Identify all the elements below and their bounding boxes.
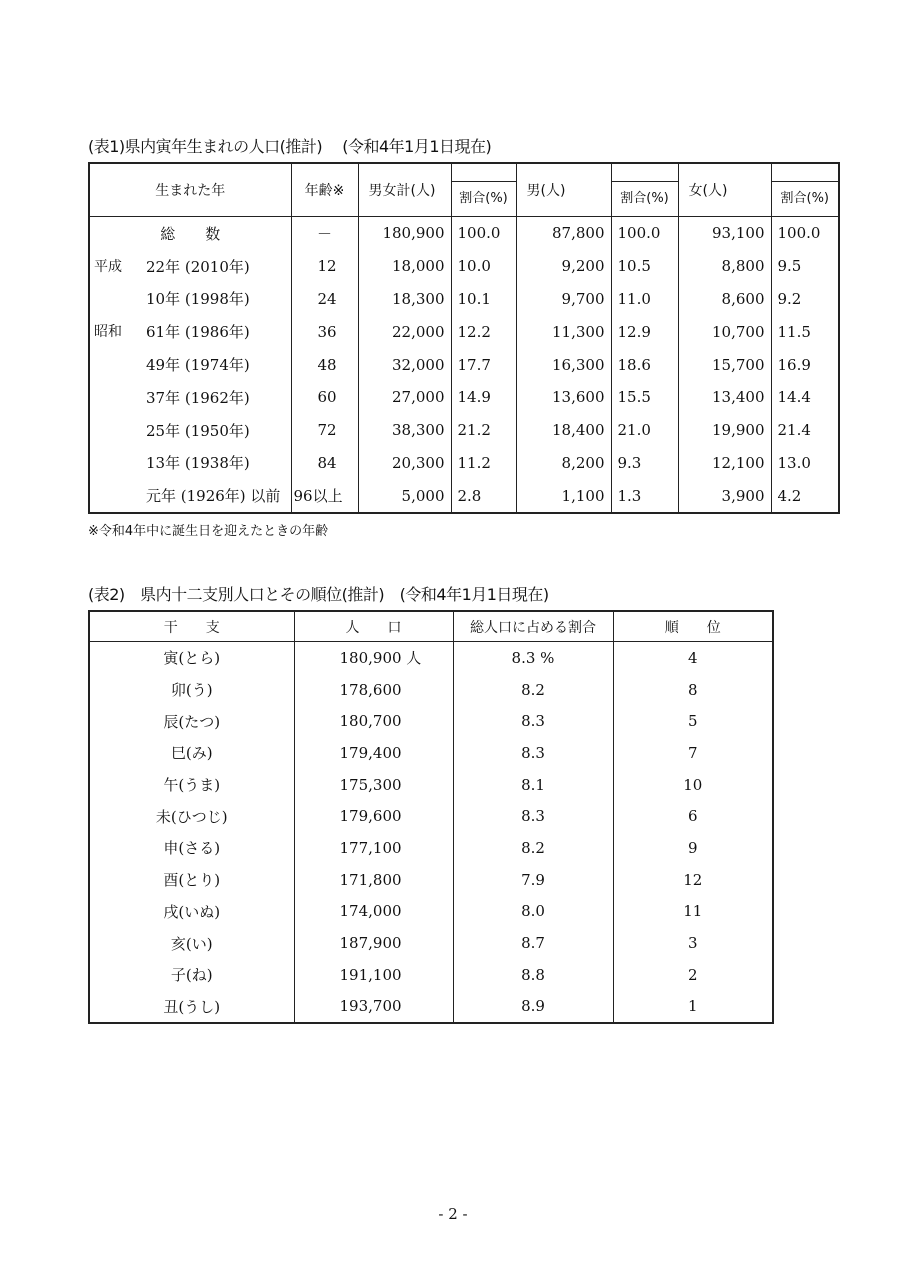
- total-pct-cell: 12.2: [451, 315, 516, 348]
- total-cell: 27,000: [358, 381, 451, 414]
- total-pct-cell: 10.1: [451, 283, 516, 316]
- total-pct-cell: 17.7: [451, 348, 516, 381]
- male-pct-cell: 1.3: [611, 479, 678, 513]
- era-label: 平成: [94, 258, 122, 275]
- male-pct-cell: 21.0: [611, 414, 678, 447]
- year-label: 25年 (1950年): [146, 421, 250, 440]
- share-cell: 8.3: [453, 705, 613, 737]
- male-cell: 9,200: [516, 250, 611, 283]
- age-cell: 12: [291, 250, 358, 283]
- age-cell: －: [291, 217, 358, 250]
- table-row: [89, 250, 839, 283]
- birth-year-cell: [89, 315, 291, 348]
- population-cell: 178,600: [294, 674, 453, 706]
- share-cell: 8.9: [453, 991, 613, 1024]
- share-cell: 8.1: [453, 769, 613, 801]
- table-row: [89, 381, 839, 414]
- female-cell: 3,900: [678, 479, 771, 513]
- share-cell: 8.2: [453, 674, 613, 706]
- rank-cell: 8: [613, 674, 773, 706]
- rank-cell: 11: [613, 896, 773, 928]
- rank-cell: 5: [613, 705, 773, 737]
- female-pct-cell: 100.0: [771, 217, 839, 250]
- table-row: [89, 283, 839, 316]
- rank-cell: 6: [613, 800, 773, 832]
- population-cell: 174,000: [294, 896, 453, 928]
- birth-year-cell: [89, 283, 291, 316]
- total-cell: 18,300: [358, 283, 451, 316]
- female-pct-cell: 9.2: [771, 283, 839, 316]
- table2-title: (表2) 県内十二支別人口とその順位(推計) (令和4年1月1日現在): [88, 585, 549, 604]
- age-footnote: ※令和4年中に誕生日を迎えたときの年齢: [88, 524, 329, 539]
- age-cell: 48: [291, 348, 358, 381]
- year-label: 49年 (1974年): [146, 356, 250, 375]
- table-header-row: [89, 163, 839, 217]
- rank-cell: 1: [613, 991, 773, 1024]
- total-pct-cell: 21.2: [451, 414, 516, 447]
- female-cell: 8,800: [678, 250, 771, 283]
- population-cell: 177,100: [294, 832, 453, 864]
- birth-year-cell: [89, 447, 291, 480]
- table-row: [89, 769, 773, 801]
- header-zodiac: 干 支: [89, 611, 294, 642]
- zodiac-cell: 辰(たつ): [89, 705, 294, 737]
- share-cell: 8.7: [453, 927, 613, 959]
- total-pct-cell: 2.8: [451, 479, 516, 513]
- table-row: [89, 315, 839, 348]
- zodiac-cell: 未(ひつじ): [89, 800, 294, 832]
- population-cell: 180,900 人: [294, 642, 453, 674]
- birth-year-cell: [89, 479, 291, 513]
- total-cell: 32,000: [358, 348, 451, 381]
- header-rank: 順 位: [613, 611, 773, 642]
- male-pct-cell: 100.0: [611, 217, 678, 250]
- zodiac-cell: 丑(うし): [89, 991, 294, 1024]
- male-cell: 9,700: [516, 283, 611, 316]
- zodiac-cell: 酉(とり): [89, 864, 294, 896]
- header-population: 人 口: [294, 611, 453, 642]
- table-row: [89, 832, 773, 864]
- age-cell: 72: [291, 414, 358, 447]
- female-cell: 12,100: [678, 447, 771, 480]
- total-pct-cell: 14.9: [451, 381, 516, 414]
- header-share: 総人口に占める割合: [453, 611, 613, 642]
- year-label: 61年 (1986年): [146, 323, 250, 342]
- table-row: [89, 479, 839, 513]
- rank-cell: 9: [613, 832, 773, 864]
- zodiac-cell: 子(ね): [89, 959, 294, 991]
- zodiac-cell: 巳(み): [89, 737, 294, 769]
- male-pct-cell: 15.5: [611, 381, 678, 414]
- share-cell: 7.9: [453, 864, 613, 896]
- age-cell: 36: [291, 315, 358, 348]
- total-cell: 38,300: [358, 414, 451, 447]
- total-pct-cell: 10.0: [451, 250, 516, 283]
- total-cell: 180,900: [358, 217, 451, 250]
- female-pct-cell: 13.0: [771, 447, 839, 480]
- year-label: 37年 (1962年): [146, 388, 250, 407]
- table-row: [89, 705, 773, 737]
- total-pct-cell: 100.0: [451, 217, 516, 250]
- age-cell: 24: [291, 283, 358, 316]
- male-cell: 11,300: [516, 315, 611, 348]
- female-pct-cell: 14.4: [771, 381, 839, 414]
- header-male-pct: [611, 163, 678, 217]
- total-cell: 22,000: [358, 315, 451, 348]
- female-pct-cell: 11.5: [771, 315, 839, 348]
- year-label: 元年 (1926年) 以前: [146, 487, 281, 506]
- header-label: 割合(%): [452, 181, 516, 216]
- total-cell: 20,300: [358, 447, 451, 480]
- population-cell: 175,300: [294, 769, 453, 801]
- female-cell: 13,400: [678, 381, 771, 414]
- table-row: [89, 674, 773, 706]
- birth-year-cell: [89, 414, 291, 447]
- header-label: 割合(%): [612, 181, 678, 216]
- female-cell: 19,900: [678, 414, 771, 447]
- page-number: - 2 -: [438, 1205, 468, 1223]
- share-cell: 8.0: [453, 896, 613, 928]
- header-birth-year: 生まれた年: [89, 163, 291, 217]
- birth-year-cell: 総 数: [89, 217, 291, 250]
- rank-cell: 10: [613, 769, 773, 801]
- population-cell: 179,600: [294, 800, 453, 832]
- total-cell: 5,000: [358, 479, 451, 513]
- rank-cell: 12: [613, 864, 773, 896]
- birth-year-population-table: [88, 162, 840, 514]
- birth-year-cell: [89, 348, 291, 381]
- header-total: 男女計(人): [358, 163, 451, 217]
- header-female: 女(人): [678, 163, 771, 217]
- table-row: [89, 348, 839, 381]
- zodiac-cell: 午(うま): [89, 769, 294, 801]
- rank-cell: 4: [613, 642, 773, 674]
- zodiac-cell: 卯(う): [89, 674, 294, 706]
- population-cell: 187,900: [294, 927, 453, 959]
- table-row: [89, 414, 839, 447]
- total-cell: 18,000: [358, 250, 451, 283]
- header-male: 男(人): [516, 163, 611, 217]
- rank-cell: 3: [613, 927, 773, 959]
- share-cell: 8.8: [453, 959, 613, 991]
- era-label: 昭和: [94, 324, 122, 341]
- share-cell: 8.3: [453, 737, 613, 769]
- male-cell: 18,400: [516, 414, 611, 447]
- table-row: [89, 642, 773, 674]
- year-label: 10年 (1998年): [146, 290, 250, 309]
- male-pct-cell: 12.9: [611, 315, 678, 348]
- birth-year-cell: [89, 381, 291, 414]
- female-cell: 15,700: [678, 348, 771, 381]
- zodiac-population-table: [88, 610, 774, 1024]
- male-pct-cell: 11.0: [611, 283, 678, 316]
- female-pct-cell: 16.9: [771, 348, 839, 381]
- year-label: 13年 (1938年): [146, 454, 250, 473]
- share-cell: 8.3 %: [453, 642, 613, 674]
- header-total-pct: [451, 163, 516, 217]
- table-row: [89, 864, 773, 896]
- female-pct-cell: 4.2: [771, 479, 839, 513]
- table-row: [89, 927, 773, 959]
- zodiac-cell: 寅(とら): [89, 642, 294, 674]
- rank-cell: 7: [613, 737, 773, 769]
- table-row: [89, 737, 773, 769]
- table1-title: (表1)県内寅年生まれの人口(推計) (令和4年1月1日現在): [88, 137, 492, 156]
- male-pct-cell: 9.3: [611, 447, 678, 480]
- zodiac-cell: 亥(い): [89, 927, 294, 959]
- rank-cell: 2: [613, 959, 773, 991]
- female-cell: 10,700: [678, 315, 771, 348]
- male-pct-cell: 10.5: [611, 250, 678, 283]
- male-cell: 8,200: [516, 447, 611, 480]
- table-row: [89, 217, 839, 250]
- zodiac-cell: 戌(いぬ): [89, 896, 294, 928]
- header-label: 割合(%): [772, 181, 839, 216]
- total-pct-cell: 11.2: [451, 447, 516, 480]
- table-row: [89, 959, 773, 991]
- age-cell: 84: [291, 447, 358, 480]
- female-cell: 93,100: [678, 217, 771, 250]
- male-cell: 87,800: [516, 217, 611, 250]
- table-row: [89, 896, 773, 928]
- male-pct-cell: 18.6: [611, 348, 678, 381]
- year-label: 22年 (2010年): [146, 257, 250, 276]
- female-pct-cell: 21.4: [771, 414, 839, 447]
- share-cell: 8.2: [453, 832, 613, 864]
- age-cell: 60: [291, 381, 358, 414]
- table-row: [89, 447, 839, 480]
- population-cell: 191,100: [294, 959, 453, 991]
- population-cell: 193,700: [294, 991, 453, 1024]
- share-cell: 8.3: [453, 800, 613, 832]
- header-female-pct: [771, 163, 839, 217]
- male-cell: 13,600: [516, 381, 611, 414]
- header-age: 年齢※: [291, 163, 358, 217]
- population-cell: 180,700: [294, 705, 453, 737]
- age-cell: 96以上: [291, 479, 358, 513]
- table-header-row: [89, 611, 773, 642]
- table-row: [89, 800, 773, 832]
- population-cell: 179,400: [294, 737, 453, 769]
- table-row: [89, 991, 773, 1024]
- male-cell: 1,100: [516, 479, 611, 513]
- male-cell: 16,300: [516, 348, 611, 381]
- birth-year-cell: [89, 250, 291, 283]
- zodiac-cell: 申(さる): [89, 832, 294, 864]
- female-cell: 8,600: [678, 283, 771, 316]
- population-cell: 171,800: [294, 864, 453, 896]
- female-pct-cell: 9.5: [771, 250, 839, 283]
